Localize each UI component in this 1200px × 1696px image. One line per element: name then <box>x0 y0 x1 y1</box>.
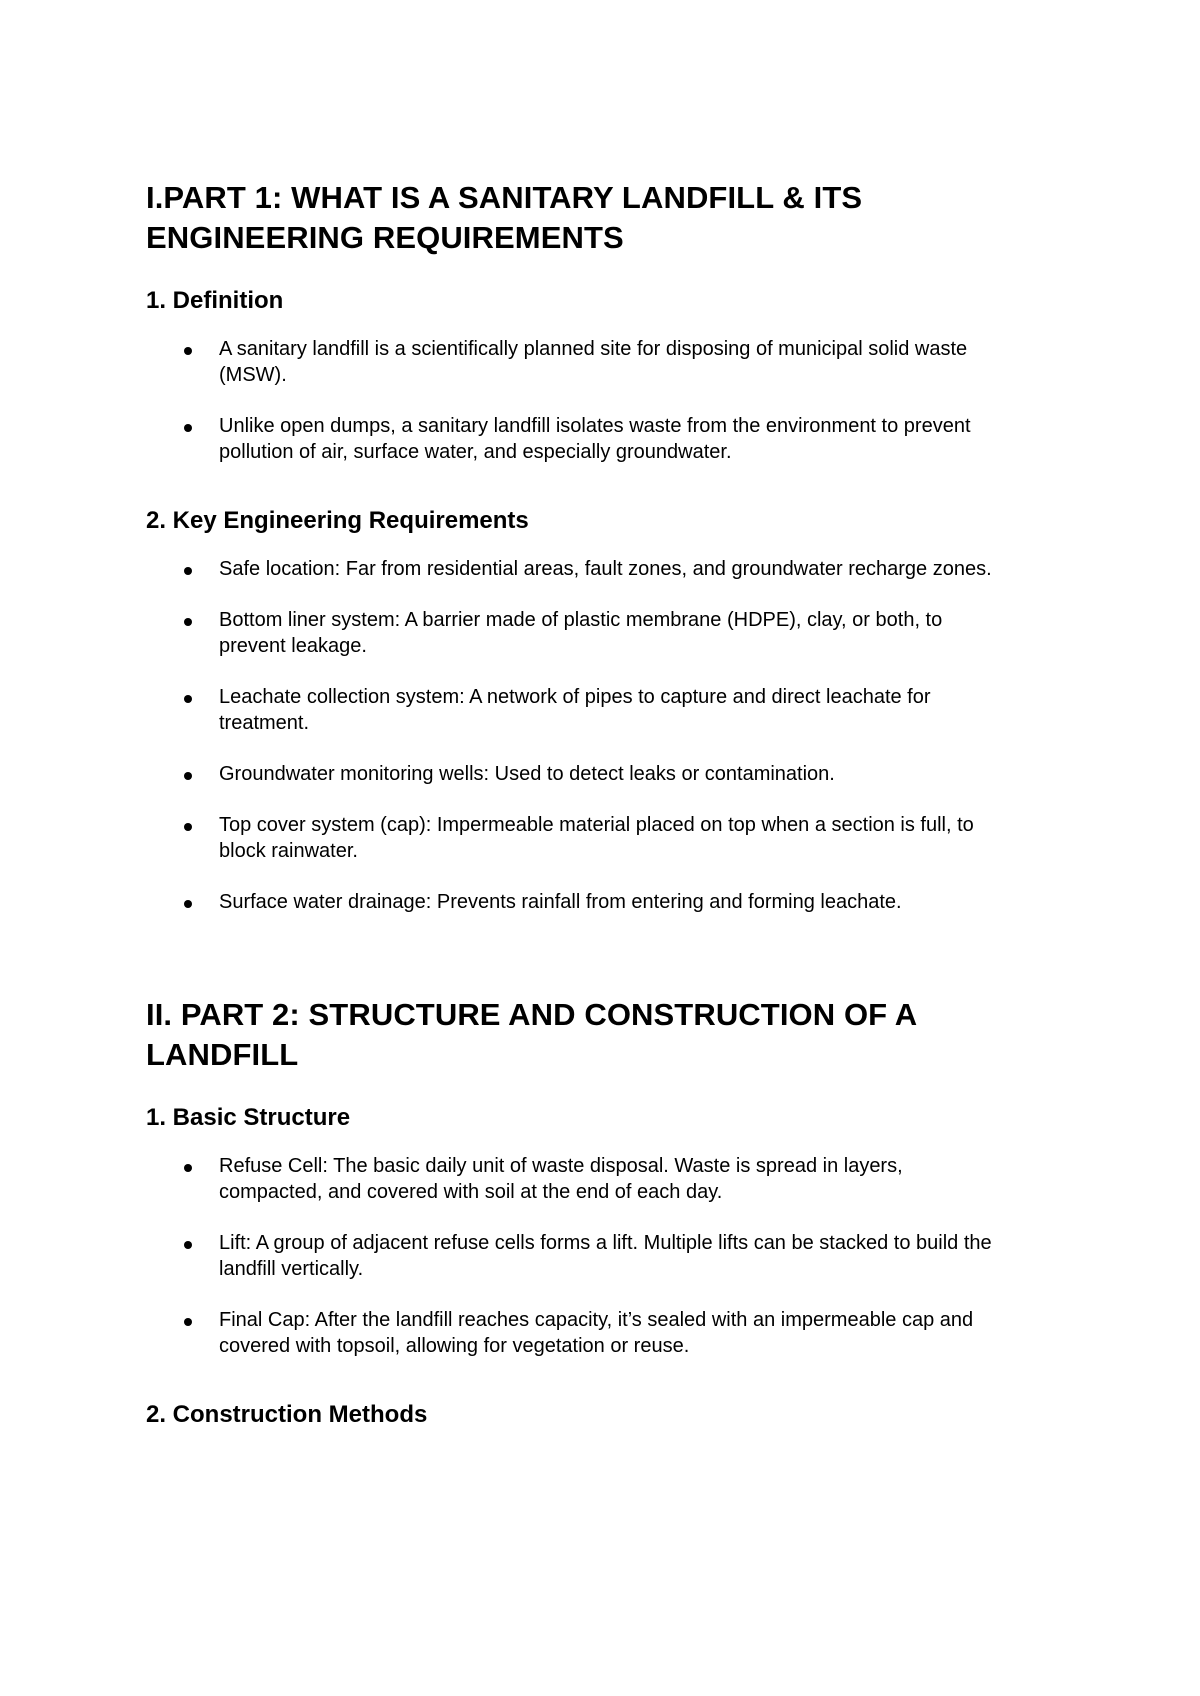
list-item: Groundwater monitoring wells: Used to detect leaks or contamination. <box>146 761 1009 787</box>
list-item: Leachate collection system: A network of pipes to capture and direct leachate for treatment. <box>146 684 1009 736</box>
part1-title <box>146 178 1086 258</box>
list-item: Final Cap: After the landfill reaches capacity, it’s sealed with an impermeable cap and covered with topsoil, allowing for vegetation or reuse. <box>146 1307 1009 1359</box>
bullet-icon <box>184 424 192 432</box>
bullet-icon <box>184 900 192 908</box>
list-item: A sanitary landfill is a scientifically planned site for disposing of municipal solid waste (MSW). <box>146 336 1009 388</box>
section-heading-basic-structure: 1. Basic Structure <box>146 1104 351 1131</box>
bullet-icon <box>184 567 192 575</box>
bullet-icon <box>184 1318 192 1326</box>
section-heading-definition: 1. Definition <box>146 287 284 314</box>
list-item: Top cover system (cap): Impermeable material placed on top when a section is full, to block rainwater. <box>146 812 1009 864</box>
list-item: Refuse Cell: The basic daily unit of waste disposal. Waste is spread in layers, compacted, and covered with soil at the end of each day. <box>146 1153 1009 1205</box>
structure-list <box>146 1153 1086 1359</box>
bullet-icon <box>184 1241 192 1249</box>
part2-title-line1: II. PART 2: STRUCTURE AND CONSTRUCTION OF A <box>146 997 918 1032</box>
bullet-icon <box>184 347 192 355</box>
part2-title <box>146 995 1086 1075</box>
document-page <box>146 178 1086 1430</box>
definition-list <box>146 336 1086 465</box>
list-item: Surface water drainage: Prevents rainfall from entering and forming leachate. <box>146 889 1009 915</box>
section-heading-key-engineering-requirements: 2. Key Engineering Requirements <box>146 507 529 534</box>
part2-title-line2: LANDFILL <box>146 1037 299 1072</box>
bullet-icon <box>184 823 192 831</box>
bullet-icon <box>184 772 192 780</box>
list-item: Unlike open dumps, a sanitary landfill isolates waste from the environment to prevent pollution of air, surface water, and especially groundwater. <box>146 413 1009 465</box>
part1-title-line1: I.PART 1: WHAT IS A SANITARY LANDFILL & ITS <box>146 180 863 215</box>
list-item: Safe location: Far from residential areas, fault zones, and groundwater recharge zones. <box>146 556 1009 582</box>
bullet-icon <box>184 618 192 626</box>
list-item: Bottom liner system: A barrier made of plastic membrane (HDPE), clay, or both, to prevent leakage. <box>146 607 1009 659</box>
bullet-icon <box>184 1164 192 1172</box>
list-item: Lift: A group of adjacent refuse cells forms a lift. Multiple lifts can be stacked to build the landfill vertically. <box>146 1230 1009 1282</box>
bullet-icon <box>184 695 192 703</box>
part1-title-line2: ENGINEERING REQUIREMENTS <box>146 220 624 255</box>
requirements-list <box>146 556 1086 915</box>
section-heading-construction-methods: 2. Construction Methods <box>146 1401 428 1428</box>
